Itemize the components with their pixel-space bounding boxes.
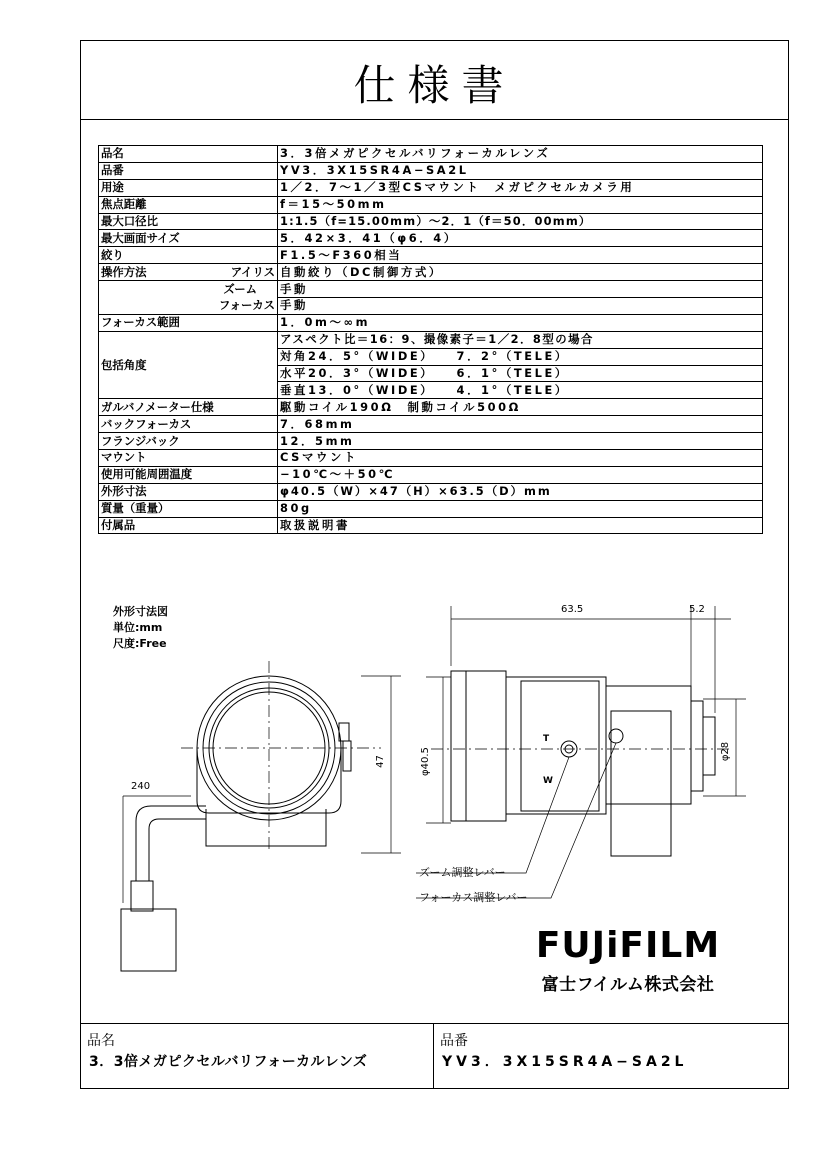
spec-value: 対角24．5°（WIDE） 7．2°（TELE） (278, 348, 763, 365)
dim-diameter: φ40.5 (419, 747, 431, 776)
spec-value: 80g (278, 500, 763, 517)
spec-value: 5．42×3．41（φ6．4） (278, 230, 763, 247)
spec-value: 駆動コイル190Ω 制動コイル500Ω (278, 399, 763, 416)
spec-label: バックフォーカス (99, 416, 278, 433)
spec-label: 外形寸法 (99, 483, 278, 500)
spec-label: フォーカス範囲 (99, 314, 278, 331)
spec-label: 最大口径比 (99, 213, 278, 230)
spec-label: ズーム (99, 281, 278, 298)
company-name: 富士フイルム株式会社 (541, 975, 715, 995)
zoom-lever-callout: ズーム調整レバー (419, 866, 506, 879)
spec-value: 1／2．7〜1／3型CSマウント メガピクセルカメラ用 (278, 179, 763, 196)
spec-label: 付属品 (99, 517, 278, 534)
front-view (121, 661, 401, 971)
spec-label: 品番 (99, 162, 278, 179)
spec-value: 7．68mm (278, 416, 763, 433)
ring-mark-tele: T (543, 734, 550, 744)
spec-value: F1.5〜F360相当 (278, 247, 763, 264)
document-frame (80, 40, 789, 1089)
spec-label: 使用可能周囲温度 (99, 466, 278, 483)
spec-value: 1:1.5（f=15.00mm）〜2．1（f＝50．00mm） (278, 213, 763, 230)
ring-mark-wide: W (543, 776, 553, 786)
spec-label: ガルバノメーター仕様 (99, 399, 278, 416)
spec-value: 垂直13．0°（WIDE） 4．1°（TELE） (278, 382, 763, 399)
spec-value: −10℃〜＋50℃ (278, 466, 763, 483)
footer-number-value: YV3．3X15SR4A−SA2L (442, 1054, 688, 1070)
spec-value: 12．5mm (278, 433, 763, 450)
spec-value: 1．0m〜∞m (278, 314, 763, 331)
spec-label: マウント (99, 450, 278, 467)
spec-value: 3．3倍メガピクセルバリフォーカルレンズ (278, 146, 763, 163)
dim-length: 63.5 (561, 604, 584, 615)
dim-height: 47 (374, 755, 386, 768)
drawing-note-unit: 単位:mm (113, 621, 163, 634)
spec-label: フランジバック (99, 433, 278, 450)
spec-value: 手動 (278, 298, 763, 315)
spec-label: 焦点距離 (99, 196, 278, 213)
page-title: 仕様書 (353, 61, 516, 110)
spec-value: 取扱説明書 (278, 517, 763, 534)
side-view (416, 606, 746, 898)
spec-value: 手動 (278, 281, 763, 298)
spec-value: f＝15〜50mm (278, 196, 763, 213)
spec-label: 最大画面サイズ (99, 230, 278, 247)
spec-label: フォーカス (99, 298, 278, 315)
spec-value: YV3．3X15SR4A−SA2L (278, 162, 763, 179)
footer-number-cell (434, 1024, 788, 1088)
fujifilm-logo: FUJiFILM (535, 925, 721, 966)
spec-label: 包括角度 (99, 331, 278, 399)
spec-value: アスペクト比＝16：9、撮像素子＝1／2．8型の場合 (278, 331, 763, 348)
drawing-note-scale: 尺度:Free (113, 637, 167, 650)
dim-mount-diameter: φ28 (720, 741, 732, 762)
brand-block (533, 926, 723, 995)
dim-cable: 240 (131, 781, 151, 792)
focus-lever-callout: フォーカス調整レバー (419, 891, 528, 904)
dim-flange: 5.2 (689, 604, 705, 615)
spec-value: φ40.5（W）×47（H）×63.5（D）mm (278, 483, 763, 500)
spec-value: CSマウント (278, 450, 763, 467)
spec-label: 質量（重量） (99, 500, 278, 517)
spec-label: 用途 (99, 179, 278, 196)
footer-name-value: 3．3倍メガピクセルバリフォーカルレンズ (89, 1054, 368, 1070)
spec-value: 自動絞り（DC制御方式） (278, 264, 763, 281)
spec-label: 品名 (99, 146, 278, 163)
drawing-note-title: 外形寸法図 (113, 605, 168, 618)
footer-number-header: 品番 (440, 1033, 468, 1049)
footer-name-cell (81, 1024, 434, 1088)
spec-value: 水平20．3°（WIDE） 6．1°（TELE） (278, 365, 763, 382)
spec-label: 絞り (99, 247, 278, 264)
spec-label: 操作方法 アイリス (99, 264, 278, 281)
footer-name-header: 品名 (87, 1033, 115, 1049)
footer (81, 1023, 788, 1088)
